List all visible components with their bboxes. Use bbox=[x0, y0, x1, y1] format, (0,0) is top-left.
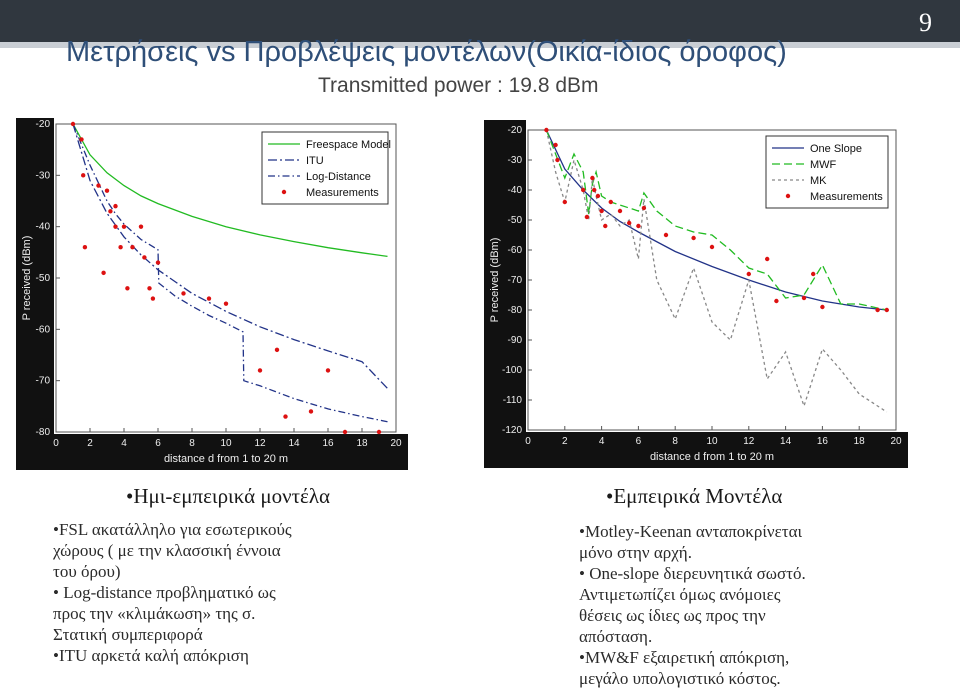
point-measurements bbox=[691, 236, 695, 240]
y-tick-label: -50 bbox=[507, 215, 522, 226]
y-tick-label: -70 bbox=[35, 375, 50, 387]
point-measurements bbox=[802, 296, 806, 300]
x-tick-label: 6 bbox=[155, 438, 161, 449]
legend-label-log-distance: Log-Distance bbox=[306, 171, 371, 183]
point-measurements bbox=[618, 209, 622, 213]
point-measurements bbox=[283, 414, 287, 418]
point-measurements bbox=[581, 188, 585, 192]
x-tick-label: 8 bbox=[672, 436, 678, 447]
point-measurements bbox=[101, 271, 105, 275]
x-tick-label: 0 bbox=[525, 436, 531, 447]
x-tick-label: 12 bbox=[743, 436, 755, 447]
x-tick-label: 6 bbox=[635, 436, 642, 447]
left-heading: •Ημι-εμπειρικά μοντέλα bbox=[126, 484, 331, 508]
point-measurements bbox=[156, 260, 160, 264]
y-tick-label: -50 bbox=[35, 273, 50, 284]
right-note-line: Αντιμετωπίζει όμως ανόμοιες bbox=[579, 585, 781, 604]
point-measurements bbox=[105, 189, 109, 193]
y-tick-label: -20 bbox=[507, 125, 522, 136]
point-measurements bbox=[603, 224, 607, 228]
point-measurements bbox=[377, 430, 381, 434]
y-tick-label: -110 bbox=[502, 395, 522, 406]
point-measurements bbox=[553, 143, 557, 147]
point-measurements bbox=[609, 200, 613, 204]
point-measurements bbox=[326, 368, 330, 372]
point-measurements bbox=[627, 221, 631, 225]
x-axis-label: distance d from 1 to 20 m bbox=[649, 451, 775, 463]
y-tick-label: -100 bbox=[501, 365, 522, 376]
point-measurements bbox=[96, 183, 100, 187]
right-heading: •Εμπειρικά Μοντέλα bbox=[606, 484, 783, 508]
y-tick-label: -40 bbox=[35, 221, 50, 233]
x-axis-label: distance d from 1 to 20 m bbox=[163, 453, 289, 465]
right-notes bbox=[579, 521, 806, 689]
point-measurements bbox=[71, 122, 75, 126]
right-note-line: μόνο στην αρχή. bbox=[579, 543, 692, 562]
point-measurements bbox=[811, 272, 815, 276]
point-measurements bbox=[118, 245, 122, 249]
point-measurements bbox=[258, 368, 262, 372]
point-measurements bbox=[181, 291, 185, 295]
right-note-line: θέσεις ως ίδιες ως προς την bbox=[579, 606, 766, 625]
point-measurements bbox=[765, 257, 769, 261]
point-measurements bbox=[147, 286, 151, 290]
left-note-line: •ITU αρκετά καλή απόκριση bbox=[53, 646, 249, 665]
point-measurements bbox=[636, 224, 640, 228]
chart-semi-empirical bbox=[16, 118, 412, 470]
legend-label-freespace-model: Freespace Model bbox=[306, 139, 391, 151]
x-tick-label: 2 bbox=[562, 436, 568, 447]
y-tick-label: -120 bbox=[501, 425, 522, 436]
y-axis-label: P received (dBm) bbox=[21, 235, 33, 321]
slide-title: Μετρήσεις vs Προβλέψεις μοντέλων(Οικία-ίδιος όροφος) bbox=[66, 36, 787, 68]
y-tick-label: -60 bbox=[507, 245, 522, 256]
legend-swatch-measurements bbox=[282, 190, 286, 194]
point-measurements bbox=[642, 206, 646, 210]
point-measurements bbox=[343, 430, 347, 434]
x-tick-label: 12 bbox=[254, 438, 266, 449]
point-measurements bbox=[596, 194, 600, 198]
legend-label-itu: ITU bbox=[306, 155, 324, 167]
point-measurements bbox=[113, 224, 117, 228]
left-note-line: • Log-distance προβληματικό ως bbox=[53, 583, 276, 602]
x-tick-label: 14 bbox=[288, 438, 300, 449]
point-measurements bbox=[590, 176, 594, 180]
legend-swatch-measurements bbox=[786, 194, 790, 198]
y-tick-label: -40 bbox=[507, 185, 522, 196]
point-measurements bbox=[83, 245, 87, 249]
x-tick-label: 2 bbox=[87, 438, 93, 449]
left-notes bbox=[53, 519, 292, 666]
right-note-line: απόσταση. bbox=[579, 627, 653, 646]
x-tick-label: 16 bbox=[322, 438, 334, 449]
point-measurements bbox=[207, 296, 211, 300]
x-tick-label: 4 bbox=[598, 436, 605, 447]
point-measurements bbox=[875, 308, 879, 312]
chart-semi-empirical-svg bbox=[16, 118, 412, 470]
chart-empirical bbox=[484, 120, 908, 474]
point-measurements bbox=[122, 224, 126, 228]
right-note-line: •MW&F εξαιρετική απόκριση, bbox=[579, 648, 790, 667]
point-measurements bbox=[563, 200, 567, 204]
x-tick-label: 20 bbox=[390, 438, 402, 449]
left-note-line: του όρου) bbox=[53, 562, 121, 581]
point-measurements bbox=[81, 173, 85, 177]
y-tick-label: -90 bbox=[507, 335, 522, 346]
point-measurements bbox=[108, 209, 112, 213]
y-tick-label: -60 bbox=[35, 324, 50, 336]
y-tick-label: -30 bbox=[507, 155, 522, 166]
point-measurements bbox=[599, 209, 603, 213]
x-tick-label: 10 bbox=[220, 438, 232, 449]
x-tick-label: 0 bbox=[53, 438, 59, 449]
point-measurements bbox=[585, 215, 589, 219]
legend-label-measurements: Measurements bbox=[810, 191, 883, 203]
point-measurements bbox=[125, 286, 129, 290]
left-note-line: χώρους ( με την κλασσική έννοια bbox=[53, 541, 281, 560]
left-note-line: προς την «κλιμάκωση» της σ. bbox=[53, 604, 256, 623]
right-note-line: •Motley-Keenan ανταποκρίνεται bbox=[579, 522, 803, 541]
x-tick-label: 16 bbox=[816, 436, 828, 447]
point-measurements bbox=[309, 409, 313, 413]
legend-label-mwf: MWF bbox=[810, 159, 837, 171]
point-measurements bbox=[747, 272, 751, 276]
legend-label-mk: MK bbox=[810, 175, 827, 187]
x-tick-label: 4 bbox=[121, 438, 127, 449]
chart-empirical-svg bbox=[484, 120, 908, 474]
x-tick-label: 8 bbox=[189, 438, 195, 449]
point-measurements bbox=[139, 224, 143, 228]
slide-subtitle: Transmitted power : 19.8 dBm bbox=[318, 74, 599, 97]
point-measurements bbox=[774, 299, 778, 303]
point-measurements bbox=[275, 348, 279, 352]
y-tick-label: -70 bbox=[507, 275, 522, 286]
point-measurements bbox=[710, 245, 714, 249]
legend-label-one-slope: One Slope bbox=[810, 143, 862, 155]
x-tick-label: 18 bbox=[356, 438, 368, 449]
point-measurements bbox=[555, 158, 559, 162]
point-measurements bbox=[544, 128, 548, 132]
point-measurements bbox=[885, 308, 889, 312]
point-measurements bbox=[130, 245, 134, 249]
y-tick-label: -20 bbox=[35, 119, 50, 130]
x-tick-label: 20 bbox=[890, 436, 902, 447]
y-axis-label: P received (dBm) bbox=[489, 237, 501, 323]
left-note-line: •FSL ακατάλληλο για εσωτερικούς bbox=[53, 520, 292, 539]
point-measurements bbox=[142, 255, 146, 259]
point-measurements bbox=[820, 305, 824, 309]
x-tick-label: 14 bbox=[780, 436, 792, 447]
point-measurements bbox=[79, 137, 83, 141]
point-measurements bbox=[592, 188, 596, 192]
point-measurements bbox=[113, 204, 117, 208]
x-tick-label: 10 bbox=[706, 436, 718, 447]
right-note-line: μεγάλο υπολογιστικό κόστος. bbox=[579, 669, 781, 688]
legend-label-measurements: Measurements bbox=[306, 187, 379, 199]
left-note-line: Στατική συμπεριφορά bbox=[53, 625, 203, 644]
point-measurements bbox=[664, 233, 668, 237]
right-note-line: • One-slope διερευνητικά σωστό. bbox=[579, 564, 806, 583]
y-tick-label: -80 bbox=[507, 305, 522, 316]
y-tick-label: -30 bbox=[35, 170, 50, 182]
slide-number: 9 bbox=[919, 8, 932, 37]
point-measurements bbox=[224, 301, 228, 305]
point-measurements bbox=[151, 296, 155, 300]
y-tick-label: -80 bbox=[35, 427, 50, 438]
x-tick-label: 18 bbox=[853, 436, 865, 447]
